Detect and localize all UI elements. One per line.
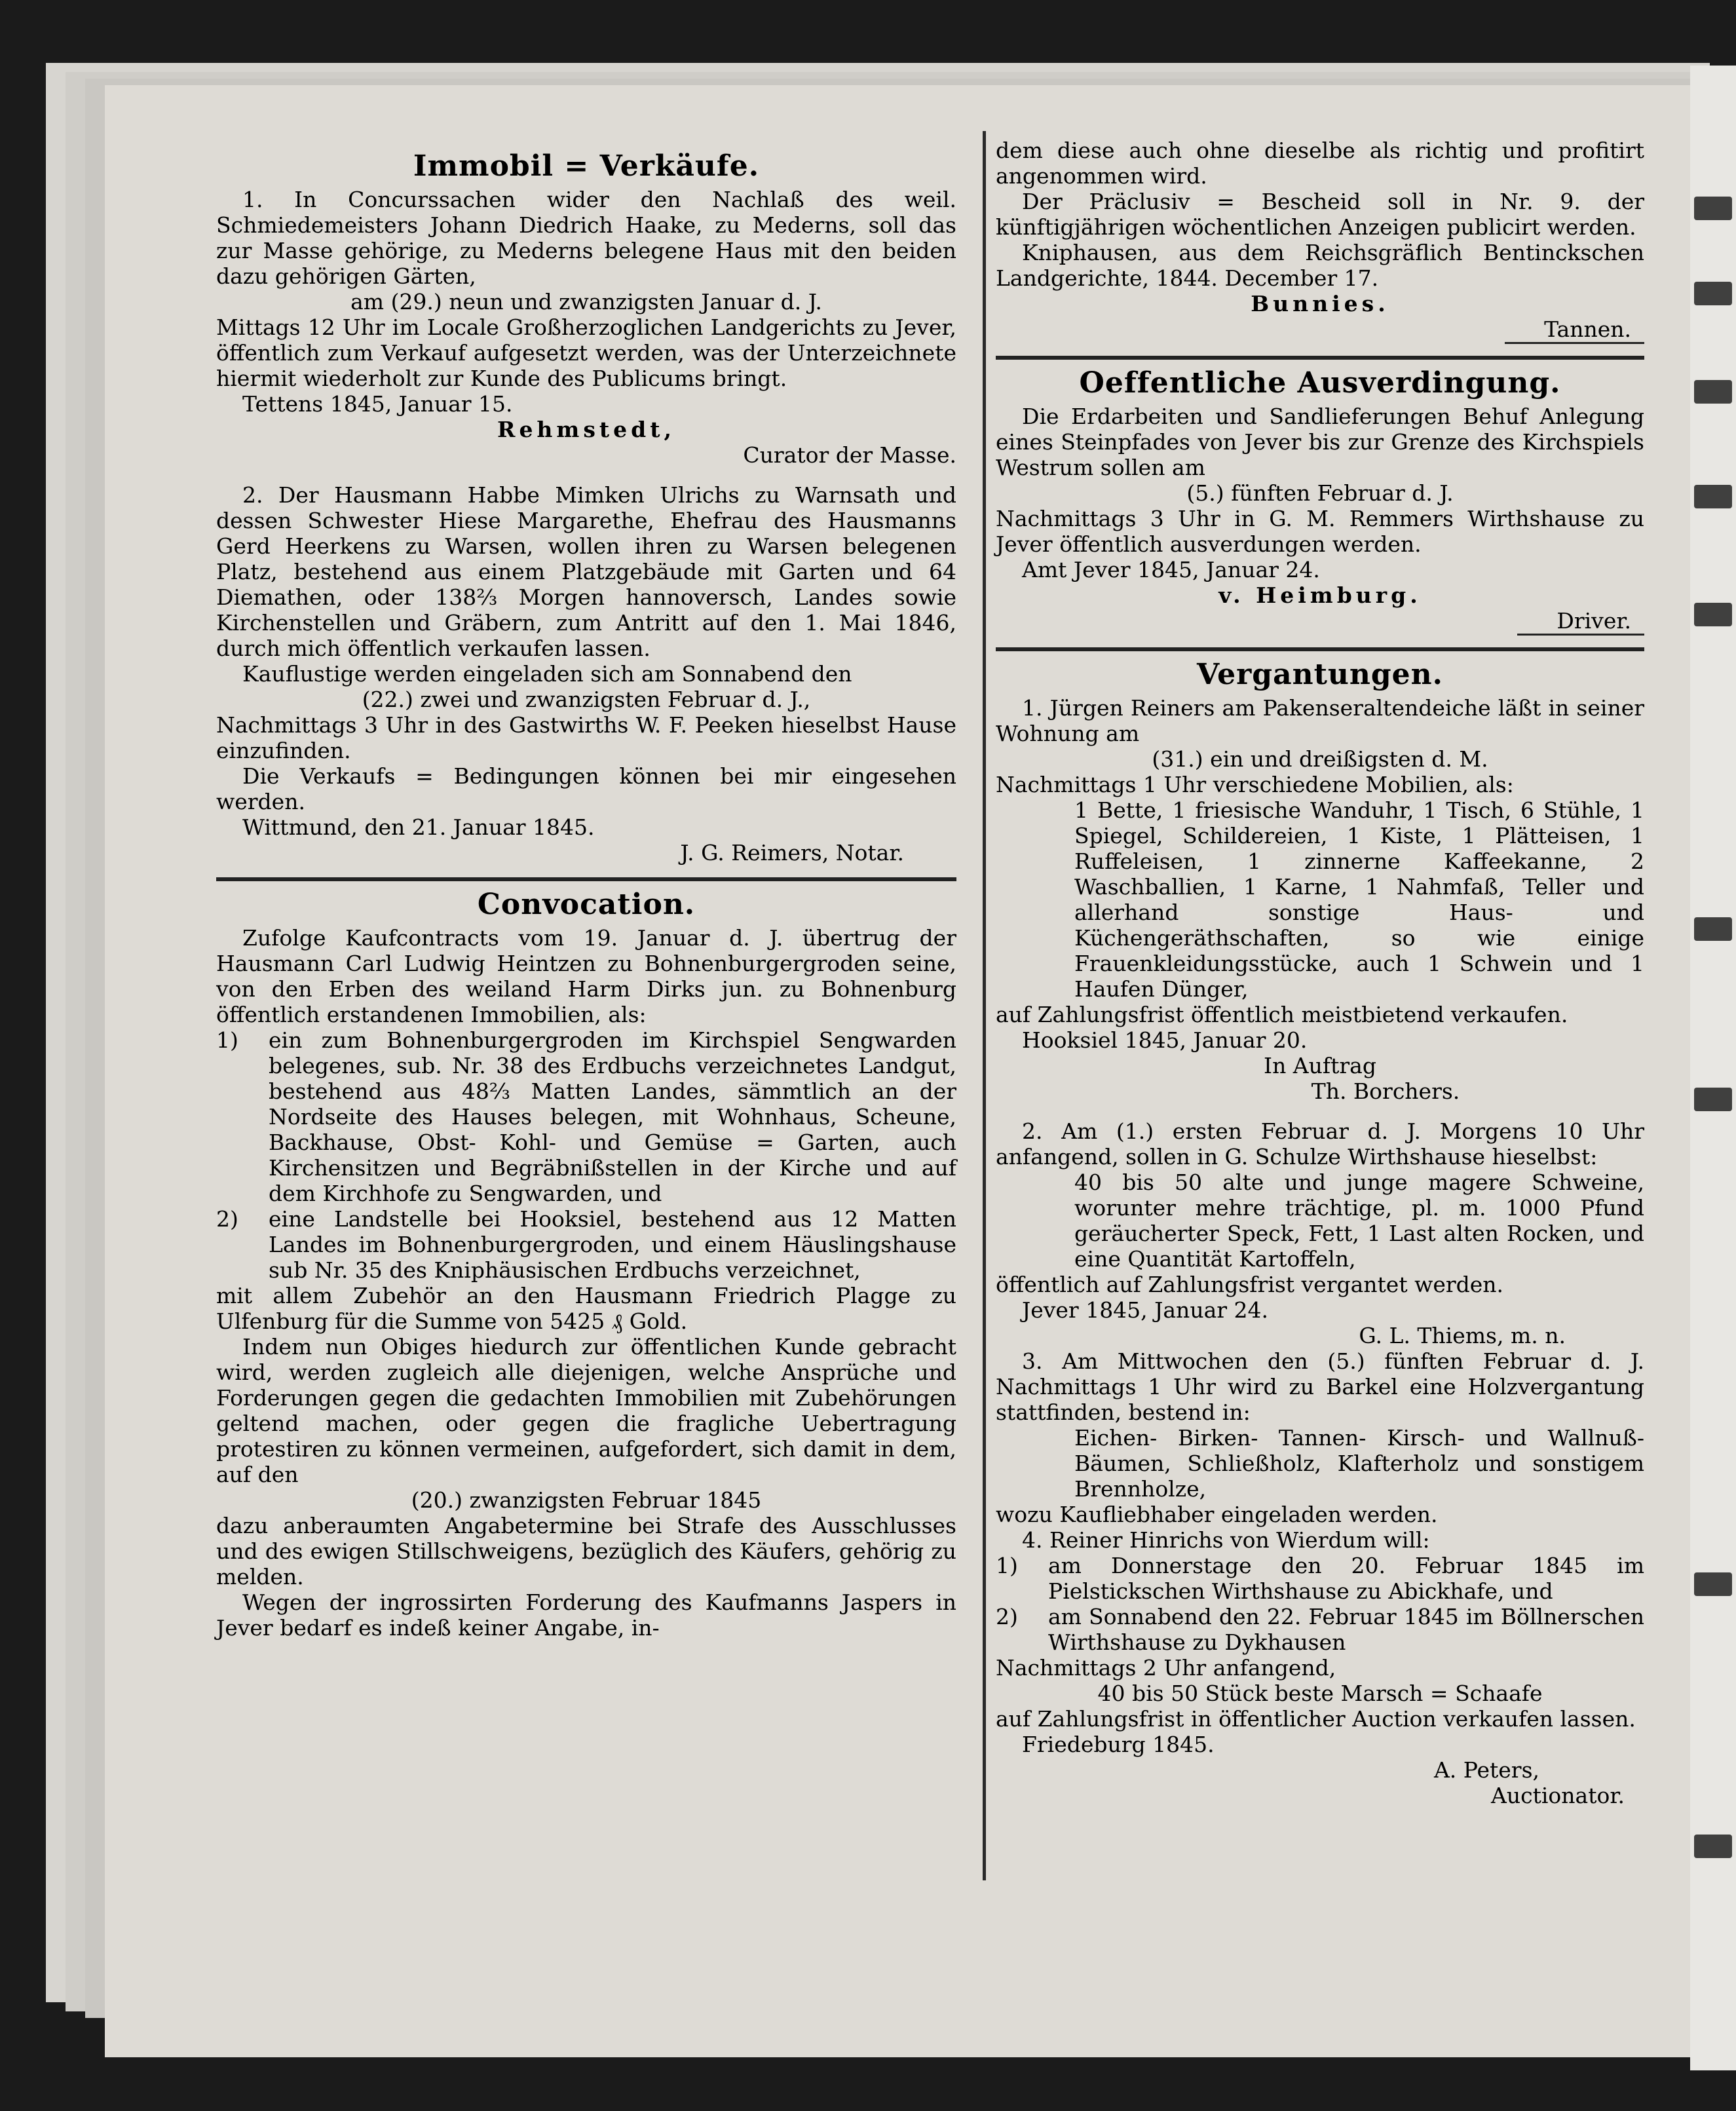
list-number: 1): [996, 1553, 1018, 1578]
notice-text: Die Erdarbeiten und Sandlieferungen Behuf Anlegung eines Steinpfades von Jever bis zur Grenze des Kirchspiels Westrum sollen am: [996, 404, 1644, 480]
notice-text: dem diese auch ohne dieselbe als richtig und profitirt angenommen wird.: [996, 138, 1644, 189]
column-divider: [983, 131, 986, 1880]
section-heading: Immobil = Verkäufe.: [413, 149, 760, 183]
notice-date: (31.) ein und dreißigsten d. M.: [1152, 746, 1488, 772]
notice-signer: Tannen.: [1505, 316, 1644, 344]
convocation-section: [216, 888, 956, 1641]
notice-signer-role: Auctionator.: [1491, 1783, 1625, 1808]
notice-text: Kniphausen, aus dem Reichsgräflich Bentinckschen Landgerichte, 1844. December 17.: [996, 240, 1644, 291]
notice-signer: Rehmstedt,: [497, 417, 675, 442]
list-number: 2): [216, 1206, 238, 1232]
section-rule: [216, 877, 956, 881]
notice-text: mit allem Zubehör an den Hausmann Friedrich Plagge zu Ulfenburg für die Summe von 5425 ₰ Gold.: [216, 1283, 956, 1334]
notice-signer-line: [996, 608, 1644, 636]
notice-signer: Th. Borchers.: [1311, 1078, 1460, 1104]
notice-signer: J. G. Reimers, Notar.: [680, 840, 904, 865]
item-list: 1 Bette, 1 friesische Wanduhr, 1 Tisch, 6 Stühle, 1 Spiegel, Schildereien, 1 Kiste, 1 Plätteisen, 1 Ruffeleisen, 1 zinnerne Kaffeekanne, 2 Waschballien, 1 Karne, 1 Nahmfaß, Teller und allerhand sonstige Haus- und Küchengeräthschaften, so wie einige Frauenkleidungsstücke, auch 1 Schwein und 1 Haufen Dünger,: [1074, 797, 1644, 1002]
list-text: ein zum Bohnenburgergroden im Kirchspiel Sengwarden belegenes, sub. Nr. 38 des Erdbuchs verzeichnetes Landgut, bestehend aus 48⅔ Matten Landes, sämmtlich an der Nordseite des Hauses belegen, mit Wohnhaus, Scheune, Backhause, Obst- Kohl- und Gemüse = Garten, auch Kirchensitzen und Begräbnißstellen in der Kirche und auf dem Kirchhofe zu Sengwarden, und: [269, 1027, 956, 1206]
list-item: [216, 1027, 956, 1206]
list-text: eine Landstelle bei Hooksiel, bestehend aus 12 Matten Landes im Bohnenburgergroden, und einem Häuslingshause sub Nr. 35 des Kniphäusischen Erdbuchs verzeichnet,: [269, 1206, 956, 1283]
notice-text: auf Zahlungsfrist öffentlich meistbietend verkaufen.: [996, 1002, 1568, 1027]
notice-signer: A. Peters,: [1433, 1757, 1539, 1783]
notice-text: Indem nun Obiges hiedurch zur öffentlichen Kunde gebracht wird, werden zugleich alle diejenigen, welche Ansprüche und Forderungen gegen die gedachten Immobilien mit Zubehörungen geltend machen, oder gegen die fragliche Uebertragung protestiren zu können vermeinen, aufgefordert, sich damit in dem, auf den: [216, 1334, 956, 1487]
notice-signer: Bunnies.: [1251, 291, 1389, 316]
notice-text: Mittags 12 Uhr im Locale Großherzoglichen Landgerichts zu Jever, öffentlich zum Verkauf aufgesetzt werden, was der Unterzeichnete hiermit wiederholt zur Kunde des Publicums bringt.: [216, 314, 956, 391]
notice-text: 2. Am (1.) ersten Februar d. J. Morgens 10 Uhr anfangend, sollen in G. Schulze Wirthshause hieselbst:: [996, 1118, 1644, 1170]
notice-place: Amt Jever 1845, Januar 24.: [1022, 557, 1320, 582]
notice-text: 2. Der Hausmann Habbe Mimken Ulrichs zu Warnsath und dessen Schwester Hiese Margarethe, Ehefrau des Hausmanns Gerd Heerkens zu Warsen, wollen ihren zu Warsen belegenen Platz, bestehend aus einem Platzgebäude mit Garten und 64 Diemathen, oder 138⅔ Morgen hannoversch, Landes sowie Kirchenstellen und Gräbern, zum Antritt auf den 1. Mai 1846, durch mich öffentlich verkaufen lassen.: [216, 482, 956, 661]
notice-text: Nachmittags 3 Uhr in G. M. Remmers Wirthshause zu Jever öffentlich ausverdungen werden.: [996, 506, 1644, 557]
section-rule: [996, 356, 1644, 360]
notice-signer: v. Heimburg.: [1218, 582, 1422, 608]
notice-text: Nachmittags 1 Uhr verschiedene Mobilien, als:: [996, 772, 1514, 797]
notice-place: Jever 1845, Januar 24.: [1022, 1297, 1268, 1323]
notice-text: Kauflustige werden eingeladen sich am Sonnabend den: [242, 661, 852, 687]
item-list: Eichen- Birken- Tannen- Kirsch- und Wallnuß-Bäumen, Schließholz, Klafterholz und sonstigem Brennholze,: [1074, 1425, 1644, 1502]
section-heading: Vergantungen.: [1197, 658, 1443, 691]
section-heading: Oeffentliche Ausverdingung.: [1079, 366, 1561, 400]
notice-date: (22.) zwei und zwanzigsten Februar d. J.,: [362, 687, 811, 712]
right-column: [996, 138, 1644, 1808]
notice-signer: G. L. Thiems, m. n.: [1359, 1323, 1566, 1348]
list-text: am Sonnabend den 22. Februar 1845 im Böllnerschen Wirthshause zu Dykhausen: [1048, 1604, 1644, 1655]
notice-text: 1. Jürgen Reiners am Pakenseraltendeiche läßt in seiner Wohnung am: [996, 695, 1644, 746]
notice-date: (5.) fünften Februar d. J.: [1186, 480, 1454, 506]
notice-signer-role: Curator der Masse.: [743, 442, 956, 468]
vergantungen-section: [996, 658, 1644, 1808]
section-heading: Convocation.: [477, 888, 696, 921]
neighbor-page-edge: [1690, 66, 1736, 2070]
notice-place: Friedeburg 1845.: [1022, 1732, 1215, 1757]
notice-text: 1. In Concurssachen wider den Nachlaß des weil. Schmiedemeisters Johann Diedrich Haake, zu Mederns, soll das zur Masse gehörige, zu Mederns belegene Haus mit den beiden dazu gehörigen Gärten,: [216, 187, 956, 289]
notice-text: Die Verkaufs = Bedingungen können bei mir eingesehen werden.: [216, 763, 956, 814]
item-list: 40 bis 50 alte und junge magere Schweine, worunter mehre trächtige, pl. m. 1000 Pfund geräucherter Speck, Fett, 1 Last alten Rocken, und eine Quantität Kartoffeln,: [1074, 1170, 1644, 1272]
list-number: 2): [996, 1604, 1018, 1629]
notice-text: 3. Am Mittwochen den (5.) fünften Februar d. J. Nachmittags 1 Uhr wird zu Barkel eine Holzvergantung stattfinden, bestend in:: [996, 1348, 1644, 1425]
notice-text: dazu anberaumten Angabetermine bei Strafe des Ausschlusses und des ewigen Stillschweigens, bezüglich des Käufers, gehörig zu melden.: [216, 1513, 956, 1589]
list-item: [216, 1206, 956, 1283]
ausverdingung-section: [996, 366, 1644, 636]
list-text: am Donnerstage den 20. Februar 1845 im Pielstickschen Wirthshause zu Abickhafe, und: [1048, 1553, 1644, 1604]
notice-text: In Auftrag: [1264, 1053, 1376, 1078]
notice-text: 4. Reiner Hinrichs von Wierdum will:: [1022, 1527, 1430, 1553]
notice-text: Wegen der ingrossirten Forderung des Kaufmanns Jaspers in Jever bedarf es indeß keiner Angabe, in-: [216, 1589, 956, 1641]
list-item: [996, 1604, 1644, 1655]
left-column: [216, 144, 956, 1641]
notice-text: Nachmittags 2 Uhr anfangend,: [996, 1655, 1336, 1681]
notice-place: Tettens 1845, Januar 15.: [242, 391, 513, 417]
notice-text: Nachmittags 3 Uhr in des Gastwirths W. F. Peeken hieselbst Hause einzufinden.: [216, 712, 956, 763]
immobil-section: [216, 149, 956, 865]
list-item: [996, 1553, 1644, 1604]
notice-date: (20.) zwanzigsten Februar 1845: [411, 1487, 762, 1513]
section-rule: [996, 647, 1644, 651]
notice-text: auf Zahlungsfrist in öffentlicher Auction verkaufen lassen.: [996, 1706, 1636, 1732]
notice-text: Zufolge Kaufcontracts vom 19. Januar d. J. übertrug der Hausmann Carl Ludwig Heintzen zu Bohnenburgergroden seine, von den Erben des weiland Harm Dirks jun. zu Bohnenburg öffentlich erstandenen Immobilien, als:: [216, 925, 956, 1027]
notice-text: wozu Kaufliebhaber eingeladen werden.: [996, 1502, 1438, 1527]
notice-signer-line: [996, 316, 1644, 344]
notice-text: öffentlich auf Zahlungsfrist vergantet werden.: [996, 1272, 1504, 1297]
notice-place: Hooksiel 1845, Januar 20.: [1022, 1027, 1308, 1053]
list-number: 1): [216, 1027, 238, 1053]
item-list: 40 bis 50 Stück beste Marsch = Schaafe: [1097, 1681, 1543, 1706]
notice-text: Der Präclusiv = Bescheid soll in Nr. 9. der künftigjährigen wöchentlichen Anzeigen publicirt werden.: [996, 189, 1644, 240]
notice-date: am (29.) neun und zwanzigsten Januar d. J.: [350, 289, 822, 314]
notice-signer: Driver.: [1517, 608, 1644, 636]
notice-place: Wittmund, den 21. Januar 1845.: [242, 814, 595, 840]
